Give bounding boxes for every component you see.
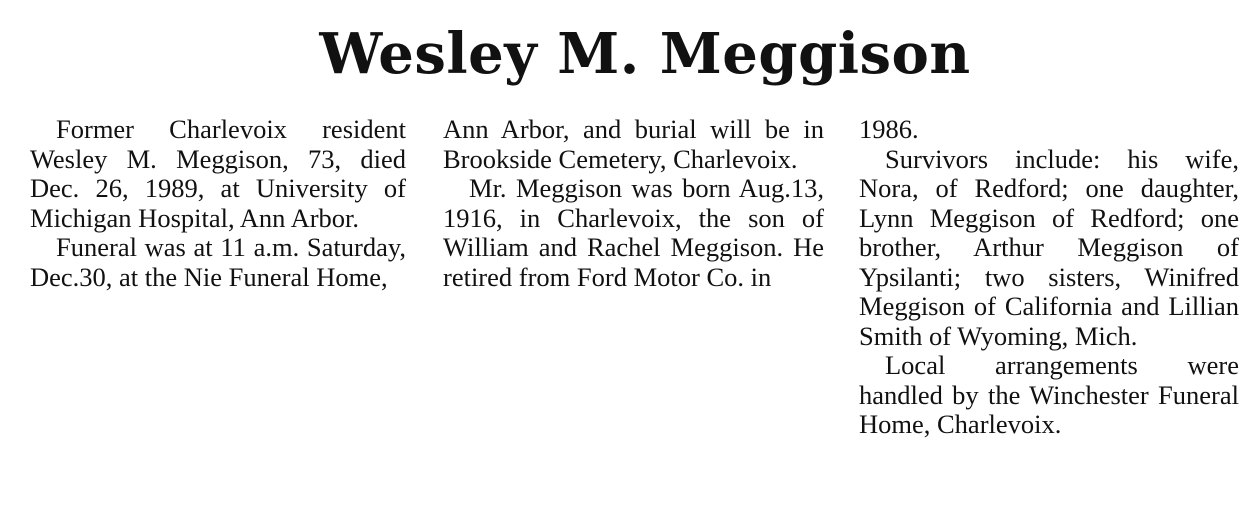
paragraph-2: Funeral was at 11 a.m. Saturday, Dec.30, at the Nie Funeral Home, bbox=[30, 232, 406, 292]
headline: Wesley M. Meggison bbox=[319, 21, 971, 87]
paragraph-2: Ann Arbor, and burial will be in Brookside Cemetery, Charlevoix. bbox=[443, 114, 824, 174]
paragraph-4: Survivors include: his wife, Nora, of Redford; one daughter, Lynn Meggison of Redford; one brother, Arthur Meggison of Ypsilanti; two sisters, Winifred Meggison of California and Lillian Smith of Wyoming, Mich. bbox=[859, 143, 1239, 351]
text-column-2 bbox=[443, 115, 824, 292]
paragraph-3: Mr. Meggison was born Aug.13, 1916, in Charlevoix, the son of William and Rachel Meggison. He retired from Ford Motor Co. in bbox=[443, 173, 824, 292]
text-column-3 bbox=[859, 115, 1239, 440]
paragraph-3: 1986. bbox=[859, 114, 919, 144]
paragraph-5: Local arrangements were handled by the Winchester Funeral Home, Charlevoix. bbox=[859, 350, 1239, 439]
paragraph-1: Former Charlevoix resident Wesley M. Meggison, 73, died Dec. 26, 1989, at University of Michigan Hospital, Ann Arbor. bbox=[30, 114, 406, 233]
text-column-1 bbox=[30, 115, 406, 292]
